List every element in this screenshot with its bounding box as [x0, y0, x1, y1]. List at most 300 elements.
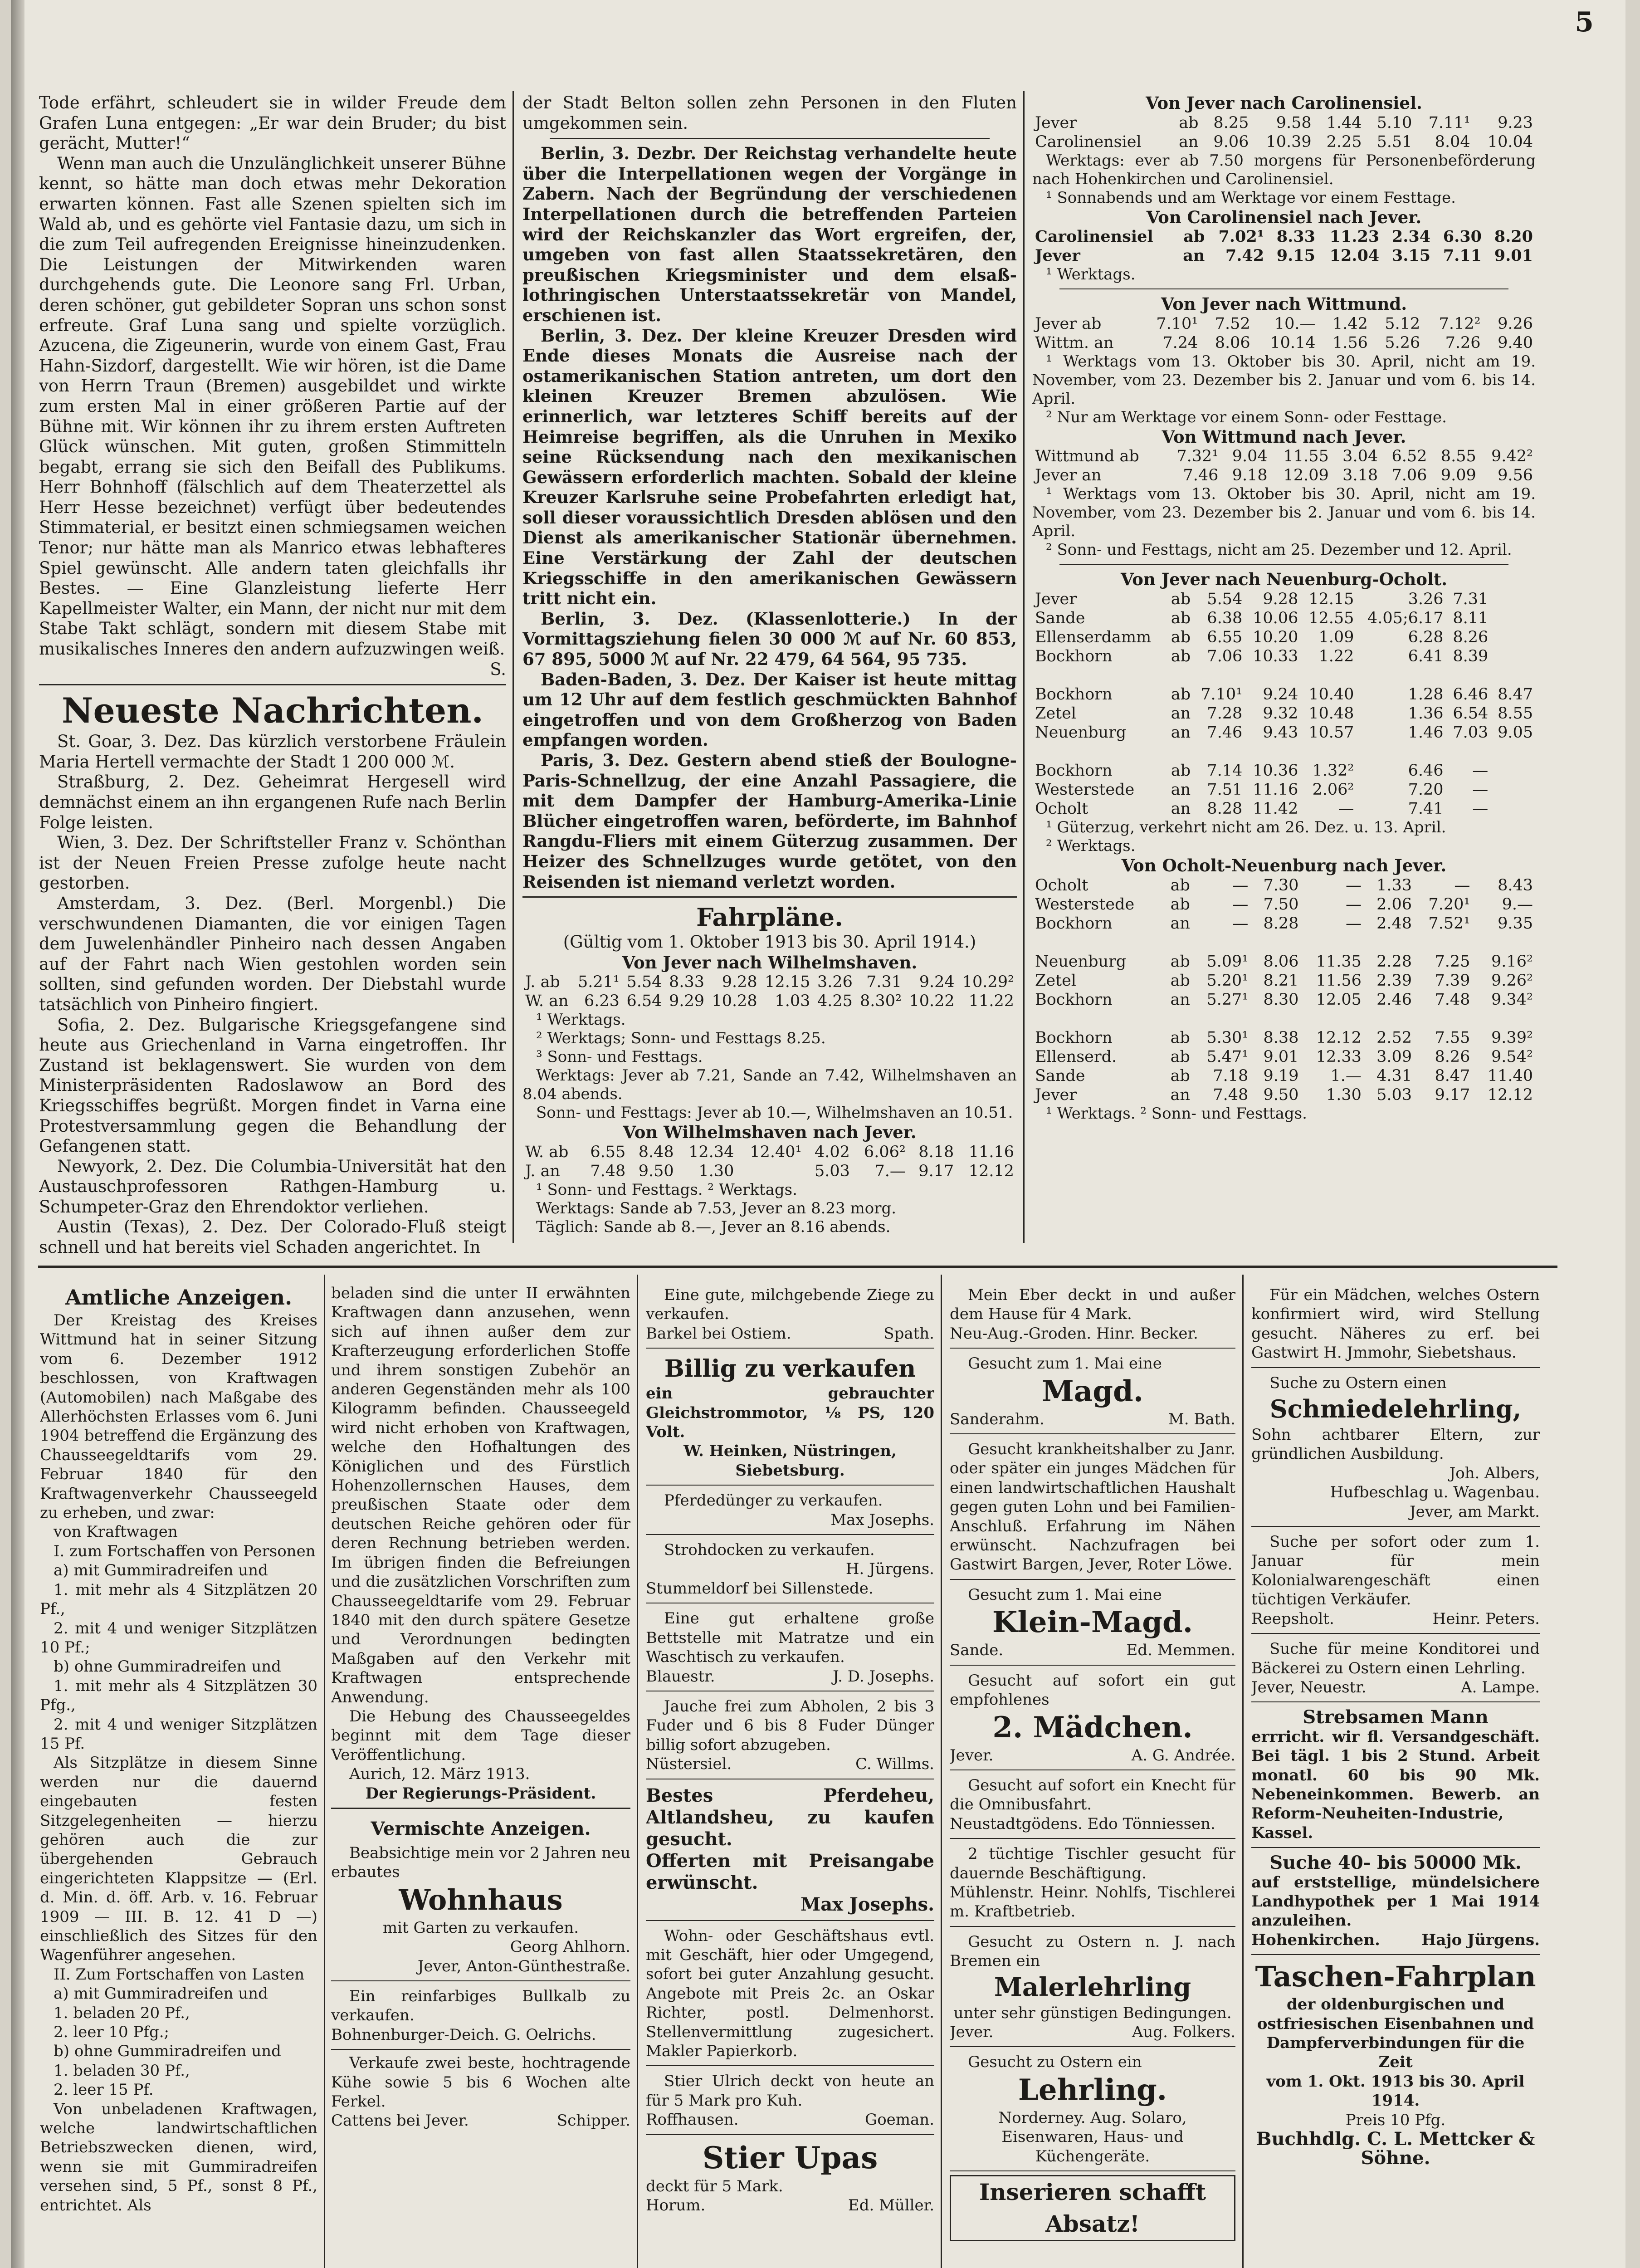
- text-line: I. zum Fortschaffen von Personen: [54, 1542, 316, 1560]
- timetable-station: Westerstede: [1035, 895, 1135, 914]
- news-item: Newyork, 2. Dez. Die Columbia-Universität hat den Austauschprofessoren Rathgen-Hamburg u. Schumpeter-Graz den Ehrendoktor verliehen.: [39, 1156, 506, 1217]
- timetable-cell: 7.31: [1453, 590, 1489, 608]
- timetable-cell: 8.30²: [860, 992, 902, 1011]
- timetable-cell: 6.38: [1207, 609, 1243, 627]
- news-item: Berlin, 3. Dez. (Klassenlotterie.) In der Vormittagsziehung fielen 30 000 ℳ auf Nr. 60 853, 67 895, 5000 ℳ auf Nr. 22 479, 64 564, 95 735.: [522, 608, 1017, 670]
- ad-text: Stier Ulrich deckt von heute an für 5 Mark pro Kuh.: [646, 2072, 934, 2110]
- amtliche-anzeigen-heading: Amtliche Anzeigen.: [65, 1285, 293, 1310]
- timetable-station: Ocholt: [1035, 799, 1088, 818]
- column-rule: [941, 1275, 942, 2268]
- timetable-cell: 11.40: [1487, 1066, 1533, 1085]
- timetable-station: Neuenburg: [1035, 723, 1127, 742]
- timetable-station: Zetel: [1035, 971, 1077, 990]
- ad-address: Reepsholt.: [1251, 1609, 1334, 1628]
- timetable-wilhelmshaven-jever: [522, 1143, 1017, 1181]
- timetable-cell: 1.36: [1408, 704, 1444, 723]
- ad-headline: Magd.: [1041, 1374, 1144, 1408]
- ad-magd: [950, 1352, 1235, 1434]
- timetable-cell: 7.30: [1263, 876, 1299, 894]
- timetable-cell: 9.17: [918, 1162, 954, 1180]
- timetable-cell: 6.30: [1443, 227, 1482, 246]
- timetable-cell: 9.58: [1276, 113, 1312, 132]
- ad-advertiser: Spath.: [883, 1324, 934, 1343]
- timetable-cell: 9.28: [722, 973, 757, 992]
- regierungs-praesident: Der Regierungs-Präsident.: [331, 1784, 630, 1809]
- timetable-cell: 5.27¹: [1206, 990, 1249, 1009]
- ad-eber: [950, 1284, 1235, 1349]
- timetable-notes: [1032, 265, 1536, 284]
- timetable-cell: 10.20: [1253, 628, 1298, 646]
- timetable-cell: —: [1472, 799, 1489, 818]
- timetable-cell: 8.38: [1263, 1028, 1299, 1047]
- timetable-station: Zetel: [1035, 704, 1077, 723]
- timetable-cell: an: [1171, 723, 1191, 742]
- timetable-cell: 2.39: [1376, 971, 1412, 990]
- timetable-cell: 8.26: [1435, 1047, 1470, 1066]
- inserieren-slogan: Inserieren schafft Absatz!: [950, 2175, 1235, 2241]
- column-1: [39, 93, 506, 1259]
- timetable-cell: 5.26: [1385, 333, 1420, 352]
- timetable-cell: [1162, 933, 1192, 952]
- timetable-cell: ab: [1179, 113, 1199, 132]
- timetable-cell: 12.15: [1308, 590, 1354, 608]
- timetable-jever-carolinensiel: [1032, 113, 1536, 152]
- timetable-cell: 9.28: [1263, 590, 1298, 608]
- ad-text: Gesucht krankheitshalber zu Janr. oder später ein junges Mädchen für einen landwirtschaftlichen Haushalt gegen guten Lohn und bei Familien-Anschluß. Erfahrung im Nähen erwünscht. Nachzufragen bei Gastwirt Bargen, Jever, Roter Löwe.: [950, 1440, 1235, 1574]
- timetable-cell: 11.35: [1316, 952, 1362, 971]
- ad-headline: Schmiedelehrling,: [1269, 1394, 1522, 1424]
- text-line: Täglich: Sande ab 8.—, Jever an 8.16 abends.: [536, 1217, 891, 1236]
- timetable-cell: 9.50: [638, 1162, 674, 1180]
- timetable-cell: —: [1232, 876, 1249, 894]
- text-line: ³ Sonn- und Festtags.: [536, 1048, 703, 1066]
- timetable-cell: 11.55: [1283, 447, 1329, 466]
- timetable-station: Jever ab: [1035, 314, 1102, 333]
- ad-text: Verkaufe zwei beste, hochtragende Kühe sowie 5 bis 6 Wochen alte Ferkel.: [331, 2054, 630, 2111]
- ad-pferdeheu: [646, 1783, 934, 1921]
- timetable-cell: 8.47: [1435, 1066, 1470, 1085]
- ads-column-3: [646, 1284, 934, 2268]
- ad-advertiser: W. Heinken, Nüstringen, Siebetsburg.: [683, 1442, 897, 1480]
- scan-binding-edge: [11, 0, 24, 2268]
- timetable-row: [1032, 666, 1536, 685]
- ad-address: Stummeldorf bei Sillenstede.: [646, 1579, 874, 1598]
- column-rule: [1023, 91, 1025, 1243]
- text-line: ² Werktags.: [1046, 836, 1136, 855]
- timetable-cell: [1357, 666, 1446, 685]
- timetable-cell: 3.26: [1408, 590, 1444, 608]
- timetable-cell: 12.04: [1329, 246, 1380, 265]
- ad-wohnhaus: [331, 1842, 630, 1981]
- timetable-station: Wittm. an: [1035, 333, 1114, 352]
- timetable-row: [1032, 113, 1536, 132]
- timetable-row: [522, 973, 1017, 992]
- text-line: 2. leer 15 Pf.: [54, 2081, 154, 2099]
- timetable-cell: [1415, 1009, 1473, 1028]
- ad-text: deckt für 5 Mark.: [646, 2177, 783, 2195]
- timetable-row: [1032, 1009, 1536, 1028]
- news-item: Baden-Baden, 3. Dez. Der Kaiser ist heute mittag um 12 Uhr auf dem festlich geschmückten Bahnhof eingetroffen und von dem Großherzog von Baden empfangen worden.: [522, 669, 1017, 750]
- timetable-station: Jever: [1035, 246, 1080, 265]
- ad-strohdocken: [646, 1539, 934, 1603]
- timetable-cell: 11.42: [1253, 799, 1298, 818]
- timetable-cell: ab: [1171, 609, 1191, 627]
- timetable-cell: [1415, 933, 1473, 952]
- timetable-cell: ab: [1171, 628, 1191, 646]
- ad-text: 2 tüchtige Tischler gesucht für dauernde Beschäftigung.: [950, 1845, 1235, 1882]
- timetable-cell: [1245, 666, 1301, 685]
- divider: [550, 138, 990, 139]
- amtliche-anzeige-text: beladen sind die unter II erwähnten Kraftwagen dann anzusehen, wenn sich auf ihnen außer dem zur Krafterzeugung erforderlichen Stoffe und ihrem sonstigen Zubehör an anderen Gegenständen mehr als 100 Kilogramm befinden. Chausseegeld wird nicht erhoben von Kraftwagen, welche den Hofhaltungen des Königlichen und des Fürstlich Hohenzollernschen Hauses, dem preußischen Staate oder dem deutschen Reiche gehören oder für deren Rechnung betrieben werden. Im übrigen finden die Befreiungen und die zusätzlichen Vorschriften zum Chausseegeldtarife vom 29. Februar 1840 mit den durch spätere Gesetze und Verordnungen bedingten Maßgaben auf den Verkehr mit Kraftwagen entsprechende Anwendung.: [331, 1284, 630, 1706]
- timetable-station: [1032, 742, 1166, 761]
- timetable-notes: [1032, 818, 1536, 855]
- timetable-cell: [1446, 666, 1491, 685]
- timetable-row: [522, 1143, 1017, 1162]
- text-line: ¹ Sonnabends und am Werktage vor einem Festtage.: [1046, 188, 1456, 207]
- column-rule: [637, 1275, 638, 2268]
- timetable-cell: 8.25: [1213, 113, 1249, 132]
- column-3: [1032, 93, 1536, 1259]
- ad-headline: Suche 40- bis 50000 Mk.: [1269, 1852, 1522, 1874]
- timetable-station: Carolinensiel: [1035, 132, 1142, 151]
- timetable-cell: an: [1171, 704, 1191, 723]
- timetable-notes: [1032, 485, 1536, 559]
- text-line: Von unbeladenen Kraftwagen, welche landwirtschaftlichen Betriebszwecken dienen, wird, wenn sie mit Gummiradreifen versehen sind, 5 Pf., sonst 8 Pf., entrichtet. Als: [40, 2100, 317, 2214]
- timetable-cell: 7.—: [874, 1162, 906, 1180]
- timetable-row: [1032, 799, 1536, 818]
- vermischte-anzeigen-heading: Vermischte Anzeigen.: [371, 1818, 591, 1839]
- timetable-cell: 7.39: [1435, 971, 1470, 990]
- timetable-row: [1032, 895, 1536, 914]
- ad-malerlehrling: [950, 1931, 1235, 2048]
- ads-column-1: [40, 1284, 317, 2268]
- text-line: ¹ Werktags. ² Sonn- und Festtags.: [1046, 1104, 1307, 1123]
- timetable-cell: 1.30: [698, 1162, 734, 1180]
- ad-motor: [646, 1352, 934, 1486]
- column-rule: [512, 91, 514, 1243]
- timetable-cell: 7.52¹: [1428, 914, 1470, 933]
- timetable-cell: 9.19: [1263, 1066, 1299, 1085]
- timetable-cell: —: [1232, 895, 1249, 914]
- ad-lehrling: [950, 2051, 1235, 2171]
- ad-text: Suche per sofort oder zum 1. Januar für mein Kolonialwarengeschäft einen tüchtigen Verkäufer.: [1251, 1533, 1540, 1609]
- timetable-cell: 7.50: [1263, 895, 1299, 914]
- ad-text: errricht. wir fl. Versandgeschäft. Bei tägl. 1 bis 2 Stund. Arbeit monatl. 60 bis 90 Mk. Nebeneinkommen. Bewerb. an Reform-Neuheiten-Industrie, Kassel.: [1251, 1727, 1540, 1842]
- timetable-cell: an: [1179, 132, 1199, 151]
- ad-junges-maedchen: [950, 1438, 1235, 1580]
- timetable-cell: 1.22: [1318, 647, 1354, 665]
- text-line: ¹ Werktags vom 13. Oktober bis 30. April, nicht am 19. November, vom 23. Dezember bis 2. Januar und vom 6. bis 14. April.: [1032, 352, 1536, 408]
- news-item: Straßburg, 2. Dez. Geheimrat Hergesell wird demnächst einem an ihn ergangenen Rufe nach Berlin Folge leisten.: [39, 772, 506, 832]
- timetable-title: Von Jever nach Carolinensiel.: [1146, 93, 1422, 113]
- ad-text: Gesucht zu Ostern ein: [968, 2053, 1142, 2072]
- timetable-station: Bockhorn: [1035, 914, 1113, 933]
- timetable-cell: 7.03: [1453, 723, 1489, 742]
- ad-schmiedelehrling: [1251, 1372, 1540, 1527]
- timetable-notes: [1032, 152, 1536, 207]
- timetable-station: Bockhorn: [1035, 761, 1113, 780]
- timetable-cell: [1357, 742, 1446, 761]
- ad-text: Strohdocken zu verkaufen.: [664, 1541, 875, 1559]
- fahrplaene-validity: (Gültig vom 1. Oktober 1913 bis 30. April 1914.): [563, 932, 976, 952]
- timetable-cell: an: [1170, 990, 1190, 1009]
- text-line: 1. mit mehr als 4 Sitzplätzen 30 Pfg.,: [40, 1677, 317, 1715]
- timetable-cell: 8.47: [1498, 685, 1533, 704]
- ad-advertiser: Mühlenstr. Heinr. Nohlfs, Tischlerei m. Kraftbetrieb.: [950, 1883, 1235, 1921]
- timetable-cell: 7.26: [1445, 333, 1481, 352]
- timetable-cell: 9.40: [1498, 333, 1533, 352]
- timetable-cell: 10.22: [909, 992, 955, 1011]
- ad-address: Jever, Anton-Günthestraße.: [417, 1957, 630, 1975]
- timetable-jever-wilhelmshaven: [522, 973, 1017, 1011]
- timetable-station: Bockhorn: [1035, 1028, 1113, 1047]
- timetable-notes: [522, 1181, 1017, 1237]
- timetable-cell: an: [1170, 1085, 1190, 1104]
- ad-text: Mein Eber deckt in und außer dem Hause für 4 Mark.: [950, 1286, 1235, 1324]
- timetable-cell: 3.26: [817, 973, 853, 992]
- timetable-cell: 2.06: [1376, 895, 1412, 914]
- text-line: ² Sonn- und Festtags, nicht am 25. Dezember und 12. April.: [1046, 541, 1512, 559]
- timetable-row: [1032, 132, 1536, 152]
- ad-advertiser: J. D. Josephs.: [833, 1667, 934, 1686]
- text-line: a) mit Gummiradreifen und: [54, 1561, 268, 1580]
- amtliche-anzeige-text: [40, 1311, 317, 2215]
- timetable-cell: [1193, 933, 1251, 952]
- timetable-cell: 7.55: [1435, 1028, 1470, 1047]
- ad-address: Sanderahm.: [950, 1410, 1045, 1428]
- timetable-cell: —: [1454, 876, 1470, 894]
- ad-text: Suche für meine Konditorei und Bäckerei zu Ostern einen Lehrling.: [1251, 1640, 1540, 1677]
- ad-price: Preis 10 Pfg.: [1345, 2111, 1446, 2129]
- ad-advertiser: Aug. Folkers.: [1132, 2023, 1235, 2041]
- timetable-cell: 12.33: [1316, 1047, 1362, 1066]
- timetable-station: Sande: [1035, 1066, 1085, 1085]
- timetable-cell: 8.21: [1263, 971, 1299, 990]
- timetable-cell: 5.03: [1376, 1085, 1412, 1104]
- timetable-station: Jever an: [1035, 466, 1102, 485]
- timetable-cell: 4.25: [817, 992, 853, 1011]
- ad-hypothek: [1251, 1852, 1540, 1955]
- timetable-row: [1032, 1066, 1536, 1085]
- timetable-station: Westerstede: [1035, 780, 1135, 799]
- text-line: ¹ Werktags.: [536, 1011, 626, 1029]
- timetable-cell: ab: [1170, 876, 1190, 894]
- timetable-title: Von Jever nach Neuenburg-Ocholt.: [1121, 569, 1447, 590]
- ad-verkaeufer: [1251, 1530, 1540, 1634]
- ad-advertiser: Ed. Memmen.: [1126, 1641, 1235, 1660]
- ad-address: Barkel bei Ostiem.: [646, 1324, 791, 1343]
- timetable-cell: 12.09: [1283, 466, 1329, 485]
- text-line: 2. mit 4 und weniger Sitzplätzen 15 Pf.: [40, 1715, 317, 1753]
- timetable-cell: [1166, 666, 1193, 685]
- timetable-cell: —: [1472, 780, 1489, 799]
- timetable-cell: 1.32²: [1312, 761, 1354, 780]
- timetable-cell: [737, 1162, 804, 1181]
- timetable-cell: 9.50: [1263, 1085, 1299, 1104]
- timetable-cell: 10.33: [1253, 647, 1298, 665]
- ad-text: Jauche frei zum Abholen, 2 bis 3 Fuder und 6 bis 8 Fuder Dünger billig sofort abzugeben.: [646, 1697, 934, 1754]
- timetable-cell: 4.31: [1376, 1066, 1412, 1085]
- timetable-cell: 7.32¹: [1176, 447, 1219, 466]
- timetable-cell: 2.52: [1376, 1028, 1412, 1047]
- ad-address: Cattens bei Jever.: [331, 2112, 469, 2130]
- timetable-cell: 6.41: [1408, 647, 1444, 665]
- ad-address: Blauestr.: [646, 1667, 715, 1686]
- timetable-station: Neuenburg: [1035, 952, 1127, 971]
- ad-text: Beabsichtige mein vor 2 Jahren neu erbautes: [331, 1843, 630, 1882]
- timetable-cell: 9.01: [1494, 246, 1533, 265]
- timetable-cell: 7.18: [1213, 1066, 1249, 1085]
- ad-text: Pferdedünger zu verkaufen.: [664, 1491, 883, 1510]
- timetable-cell: 6.28: [1408, 628, 1444, 646]
- text-line: Als Sitzplätze in diesem Sinne werden nur die dauernd eingebauten festen Sitzgelegenheiten — hierzu gehören auch die zur übergehenden Gebrauch eingerichteten Klappsitze — (Erl. d. Min. d. öff. Arb. v. 16. Februar 1909 — III. B. 12. 41 D —) einschließlich des Sitzes für den Wagenführer angesehen.: [40, 1754, 317, 1965]
- timetable-cell: 7.06: [1207, 647, 1243, 665]
- timetable-cell: 9.34²: [1491, 990, 1533, 1009]
- timetable-station: [1032, 933, 1162, 952]
- ad-advertiser: H. Jürgens.: [845, 1560, 934, 1579]
- timetable-row: [1032, 227, 1536, 246]
- text-line: von Kraftwagen: [54, 1523, 178, 1541]
- timetable-cell: 11.16: [968, 1143, 1014, 1161]
- timetable-cell: 9.15: [1276, 246, 1315, 265]
- timetable-cell: 7.02¹: [1218, 227, 1264, 246]
- timetable-row: [522, 992, 1017, 1011]
- text-line: ¹ Werktags.: [1046, 265, 1136, 284]
- theater-signature: S.: [490, 659, 506, 679]
- ad-text: unter sehr günstigen Bedingungen.: [953, 2004, 1232, 2022]
- theater-review-para: Wenn man auch die Unzulänglichkeit unserer Bühne kennt, so hätte man doch etwas mehr Dekoration erwarten können. Fast alle Szenen spielten sich im Wald ab, und es gehörte viel Fantasie dazu, um sich in die zum Teil aufregenden Ereignisse hineinzudenken. Die Leistungen der Mitwirkenden waren durchgehends gute. Die Leonore sang Frl. Urban, deren schöner, gut gebildeter Sopran uns schon sonst erfreute. Graf Luna sang und spielte vorzüglich. Azucena, die Zigeunerin, wurde von einem Gast, Frau Hahn-Sizdorf, dargestellt. Wie wir hören, ist die Dame von Herrn Traun (Bremen) ausgebildet und wirkte zum ersten Mal in einer größeren Partie auf der Bühne mit. Wir können ihr zu ihrem ersten Auftreten Glück wünschen. Mit guten, großen Stimmitteln begabt, errang sie sich den Beifall des Publikums. Herr Bohnhoff (fälschlich auf dem Theaterzettel als Herr Hesse bezeichnet) verfügt über bedeutendes Stimmaterial, er besitzt einen schmiegsamen weichen Tenor; nur hätte man als Manrico etwas lebhafteres Spiel gewünscht. Alle andern taten gleichfalls ihr Bestes. — Eine Glanzleistung lieferte Herr Kapellmeister Walter, ein Mann, der nicht nur mit dem Stabe Takt schlägt, sondern mit diesem Stabe mit musikalisches Inneres den andern aufzuzwingen weiß.: [39, 153, 506, 659]
- timetable-station: [1032, 666, 1166, 685]
- timetable-title: Von Jever nach Wittmund.: [1161, 294, 1407, 314]
- timetable-cell: 3.15: [1391, 246, 1431, 265]
- timetable-cell: 7.42: [1225, 246, 1264, 265]
- ad-text: ein gebrauchter Gleichstrommotor, ⅛ PS, 120 Volt.: [646, 1384, 934, 1442]
- divider: [39, 684, 506, 685]
- timetable-cell: 7.20: [1408, 780, 1444, 799]
- timetable-cell: 6.54: [1453, 704, 1489, 723]
- timetable-cell: 7.46: [1183, 466, 1219, 485]
- ad-kuehe: [331, 2053, 630, 2131]
- timetable-cell: 8.30: [1263, 990, 1299, 1009]
- timetable-cell: ab: [1170, 952, 1190, 971]
- timetable-cell: ab: [1170, 1028, 1190, 1047]
- text-line: Sonn- und Festtags: Jever ab 10.—, Wilhelmshaven an 10.51.: [536, 1104, 1013, 1122]
- timetable-station: J. an: [525, 1162, 560, 1180]
- timetable-cell: 2.28: [1376, 952, 1412, 971]
- timetable-row: [1032, 246, 1536, 265]
- timetable-cell: 9.35: [1498, 914, 1533, 933]
- timetable-row: [1032, 1085, 1536, 1105]
- ads-column-4: [950, 1284, 1235, 2268]
- timetable-station: Carolinensiel: [1035, 227, 1153, 246]
- ad-advertiser: Joh. Albers,: [1449, 1464, 1540, 1482]
- timetable-cell: 10.04: [1487, 132, 1533, 151]
- ad-advertiser: Georg Ahlhorn.: [510, 1938, 630, 1956]
- timetable-cell: 8.55: [1440, 447, 1476, 466]
- timetable-cell: 9.42²: [1491, 447, 1533, 466]
- ad-address: Nüstersiel.: [646, 1755, 732, 1774]
- timetable-row: [1032, 590, 1536, 609]
- timetable-cell: [1251, 933, 1301, 952]
- section-rule: [38, 1266, 1557, 1268]
- ad-konditorei: [1251, 1637, 1540, 1702]
- text-line: b) ohne Gummiradreifen und: [54, 1657, 281, 1676]
- fahrplaene-heading: Fahrpläne.: [696, 903, 843, 932]
- timetable-notes: [1032, 352, 1536, 427]
- timetable-row: [1032, 876, 1536, 895]
- ads-column-2: [331, 1284, 630, 2268]
- timetable-cell: [1162, 1009, 1192, 1028]
- timetable-row: [1032, 609, 1536, 628]
- timetable-cell: 8.20: [1494, 227, 1533, 246]
- ad-zweites-maedchen: [950, 1669, 1235, 1770]
- timetable-cell: 12.34: [688, 1143, 734, 1161]
- timetable-cell: 4.05;6.17: [1367, 609, 1444, 627]
- text-line: 1. mit mehr als 4 Sitzplätzen 20 Pf.,: [40, 1580, 317, 1618]
- timetable-row: [1032, 971, 1536, 990]
- timetable-cell: 4.02: [815, 1143, 850, 1161]
- timetable-row: [1032, 761, 1536, 780]
- timetable-cell: [1301, 742, 1357, 761]
- timetable-cell: 7.14: [1207, 761, 1243, 780]
- timetable-cell: [1364, 1009, 1415, 1028]
- ad-text: Gesucht zu Ostern n. J. nach Bremen ein: [950, 1932, 1235, 1970]
- timetable-cell: —: [1338, 799, 1354, 818]
- timetable-title: Von Ocholt-Neuenburg nach Jever.: [1121, 855, 1447, 875]
- timetable-cell: 9.26²: [1491, 971, 1533, 990]
- timetable-cell: —: [1345, 876, 1362, 894]
- text-line: ¹ Werktags vom 13. Oktober bis 30. April, nicht am 19. November, vom 23. Dezember bis 2. Januar und vom 6. bis 14. April.: [1032, 485, 1536, 541]
- timetable-cell: an: [1171, 799, 1191, 818]
- text-line: Werktags: Sande ab 7.53, Jever an 8.23 morg.: [536, 1199, 897, 1217]
- ad-jauche: [646, 1695, 934, 1779]
- timetable-cell: 1.—: [1330, 1066, 1362, 1085]
- ad-headline: 2. Mädchen.: [992, 1710, 1193, 1745]
- timetable-wittmund-jever: [1032, 447, 1536, 485]
- news-item: Berlin, 3. Dez. Der kleine Kreuzer Dresden wird Ende dieses Monats die Ausreise nach der ostamerikanischen Station antreten, um dort den kleinen Kreuzer Bremen abzulösen. Wie erinnerlich, war letzteres Schiff bereits auf der Heimreise begriffen, als die Unruhen in Mexiko seine Rücksendung nach den mexikanischen Gewässern erforderlich machten. Sobald der kleine Kreuzer Karlsruhe seine Probefahrten erledigt hat, soll dieser voraussichtlich Dresden ablösen und den Dienst als amerikanischer Stationär übernehmen. Eine Verstärkung der Zahl der deutschen Kriegsschiffe in den amerikanischen Gewässern tritt nicht ein.: [522, 325, 1017, 609]
- timetable-cell: 5.21¹: [577, 973, 620, 992]
- timetable-row: [1032, 314, 1536, 333]
- ad-address: Sande.: [950, 1641, 1004, 1660]
- ad-taschen-fahrplan: [1251, 1959, 1540, 2168]
- timetable-cell: 12.12: [1487, 1085, 1533, 1104]
- timetable-cell: 10.14: [1270, 333, 1316, 352]
- ad-address: Horum.: [646, 2196, 706, 2214]
- ad-bettstelle: [646, 1607, 934, 1691]
- ad-advertiser: Ed. Müller.: [848, 2196, 934, 2214]
- timetable-cell: 11.23: [1329, 227, 1380, 246]
- timetable-cell: 9.06: [1213, 132, 1249, 151]
- ad-text: Eine gut erhaltene große Bettstelle mit Matratze und ein Waschtisch zu verkaufen.: [646, 1609, 934, 1667]
- timetable-cell: 1.28: [1408, 685, 1444, 704]
- ad-text: Offerten mit Preisangabe erwünscht.: [646, 1850, 934, 1893]
- ad-konfirmandin: [1251, 1284, 1540, 1368]
- timetable-cell: 7.10¹: [1201, 685, 1243, 704]
- text-line: ² Werktags; Sonn- und Festtags 8.25.: [536, 1029, 826, 1048]
- timetable-cell: 6.52: [1391, 447, 1427, 466]
- timetable-row: [1032, 466, 1536, 485]
- timetable-cell: 9.54²: [1491, 1047, 1533, 1066]
- column-2: [522, 93, 1017, 1259]
- timetable-cell: 1.42: [1332, 314, 1368, 333]
- timetable-cell: 3.04: [1342, 447, 1378, 466]
- timetable-cell: [1301, 1009, 1364, 1028]
- timetable-cell: 2.34: [1391, 227, 1431, 246]
- ad-advertiser: Goeman.: [865, 2111, 934, 2129]
- timetable-cell: 9.09: [1440, 466, 1476, 485]
- timetable-cell: ab: [1170, 1047, 1190, 1066]
- ad-text: Gesucht auf sofort ein gut empfohlenes: [950, 1671, 1235, 1709]
